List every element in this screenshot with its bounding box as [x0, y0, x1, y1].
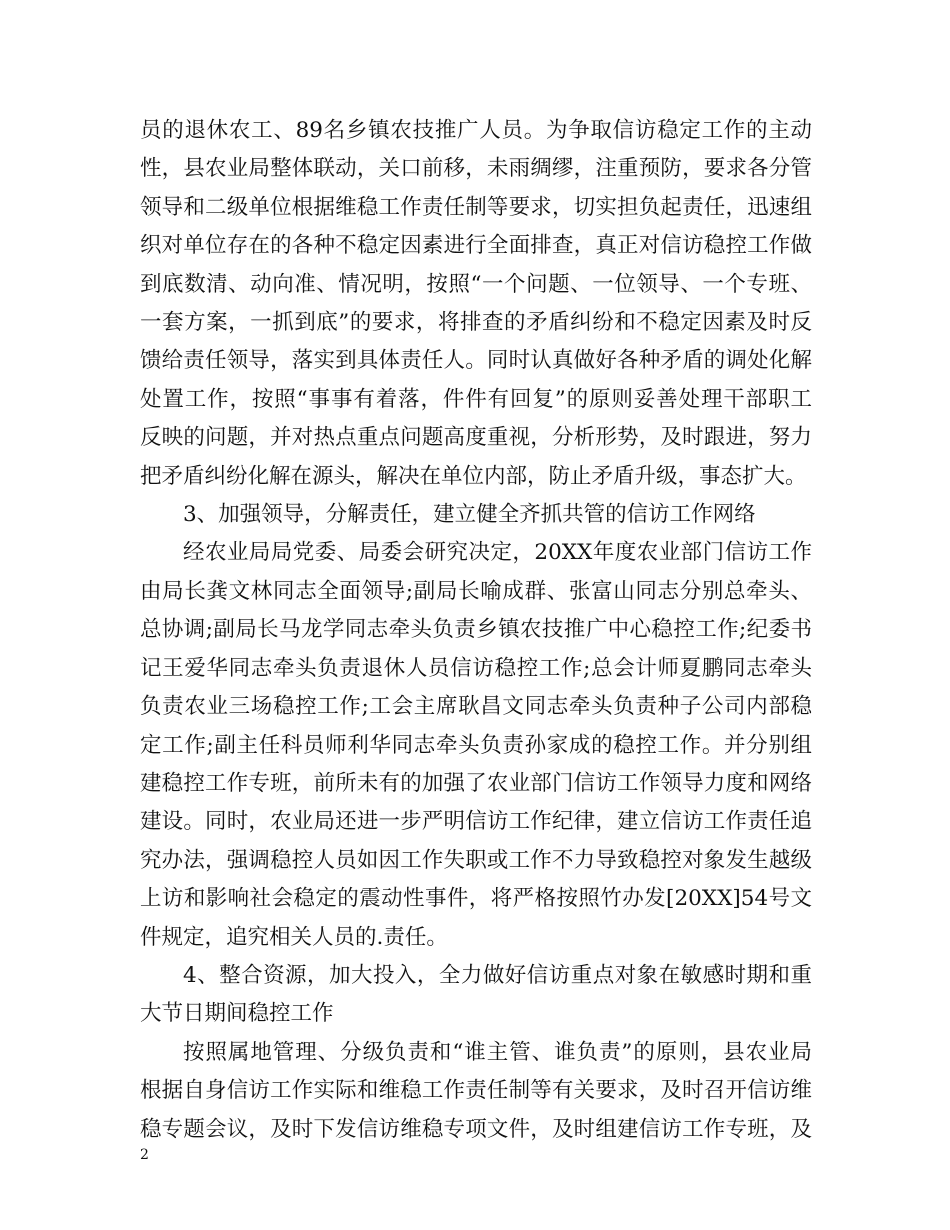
text-line: 处置工作，按照“事事有着落，件件有回复”的原则妥善处理干部职工	[140, 386, 812, 412]
text-line: 建稳控工作专班，前所未有的加强了农业部门信访工作领导力度和网络	[140, 770, 812, 796]
text-line: 把矛盾纠纷化解在源头，解决在单位内部，防止矛盾升级，事态扩大。	[140, 463, 807, 489]
text-line: 负责农业三场稳控工作;工会主席耿昌文同志牵头负责种子公司内部稳	[140, 694, 812, 720]
text-line: 稳专题会议，及时下发信访维稳专项文件，及时组建信访工作专班，及	[140, 1116, 812, 1142]
text-line: 到底数清、动向准、情况明，按照“一个问题、一位领导、一个专班、	[140, 271, 812, 297]
document-body	[140, 112, 812, 1149]
text-line: 反映的问题，并对热点重点问题高度重视，分析形势，及时跟进，努力	[140, 425, 812, 451]
text-line: 3、加强领导，分解责任，建立健全齐抓共管的信访工作网络	[183, 502, 756, 528]
text-line: 建设。同时，农业局还进一步严明信访工作纪律，建立信访工作责任追	[140, 809, 812, 835]
text-line: 领导和二级单位根据维稳工作责任制等要求，切实担负起责任，迅速组	[140, 194, 812, 220]
text-line: 件规定，追究相关人员的.责任。	[140, 924, 448, 950]
text-line: 究办法，强调稳控人员如因工作失职或工作不力导致稳控对象发生越级	[140, 847, 812, 873]
text-line: 总协调;副局长马龙学同志牵头负责乡镇农技推广中心稳控工作;纪委书	[140, 617, 812, 643]
text-line: 性，县农业局整体联动，关口前移，未雨绸缪，注重预防，要求各分管	[140, 156, 812, 182]
text-line: 一套方案，一抓到底”的要求，将排查的矛盾纠纷和不稳定因素及时反	[140, 310, 812, 336]
text-line: 经农业局局党委、局委会研究决定，20XX年度农业部门信访工作	[183, 540, 812, 566]
text-line: 上访和影响社会稳定的震动性事件，将严格按照竹办发[20XX]54号文	[140, 886, 812, 912]
text-line: 大节日期间稳控工作	[140, 1001, 334, 1027]
text-line: 织对单位存在的各种不稳定因素进行全面排查，真正对信访稳控工作做	[140, 233, 812, 259]
text-line: 按照属地管理、分级负责和“谁主管、谁负责”的原则，县农业局	[183, 1039, 812, 1065]
text-line: 定工作;副主任科员师利华同志牵头负责孙家成的稳控工作。并分别组	[140, 732, 812, 758]
text-line: 4、整合资源，加大投入，全力做好信访重点对象在敏感时期和重	[183, 962, 812, 988]
text-line: 根据自身信访工作实际和维稳工作责任制等有关要求，及时召开信访维	[140, 1078, 812, 1104]
text-line: 馈给责任领导，落实到具体责任人。同时认真做好各种矛盾的调处化解	[140, 348, 812, 374]
text-line: 由局长龚文林同志全面领导;副局长喻成群、张富山同志分别总牵头、	[140, 578, 812, 604]
text-line: 记王爱华同志牵头负责退休人员信访稳控工作;总会计师夏鹏同志牵头	[140, 655, 812, 681]
text-line: 员的退休农工、89名乡镇农技推广人员。为争取信访稳定工作的主动	[140, 118, 812, 143]
page-number: 2	[140, 1147, 149, 1163]
